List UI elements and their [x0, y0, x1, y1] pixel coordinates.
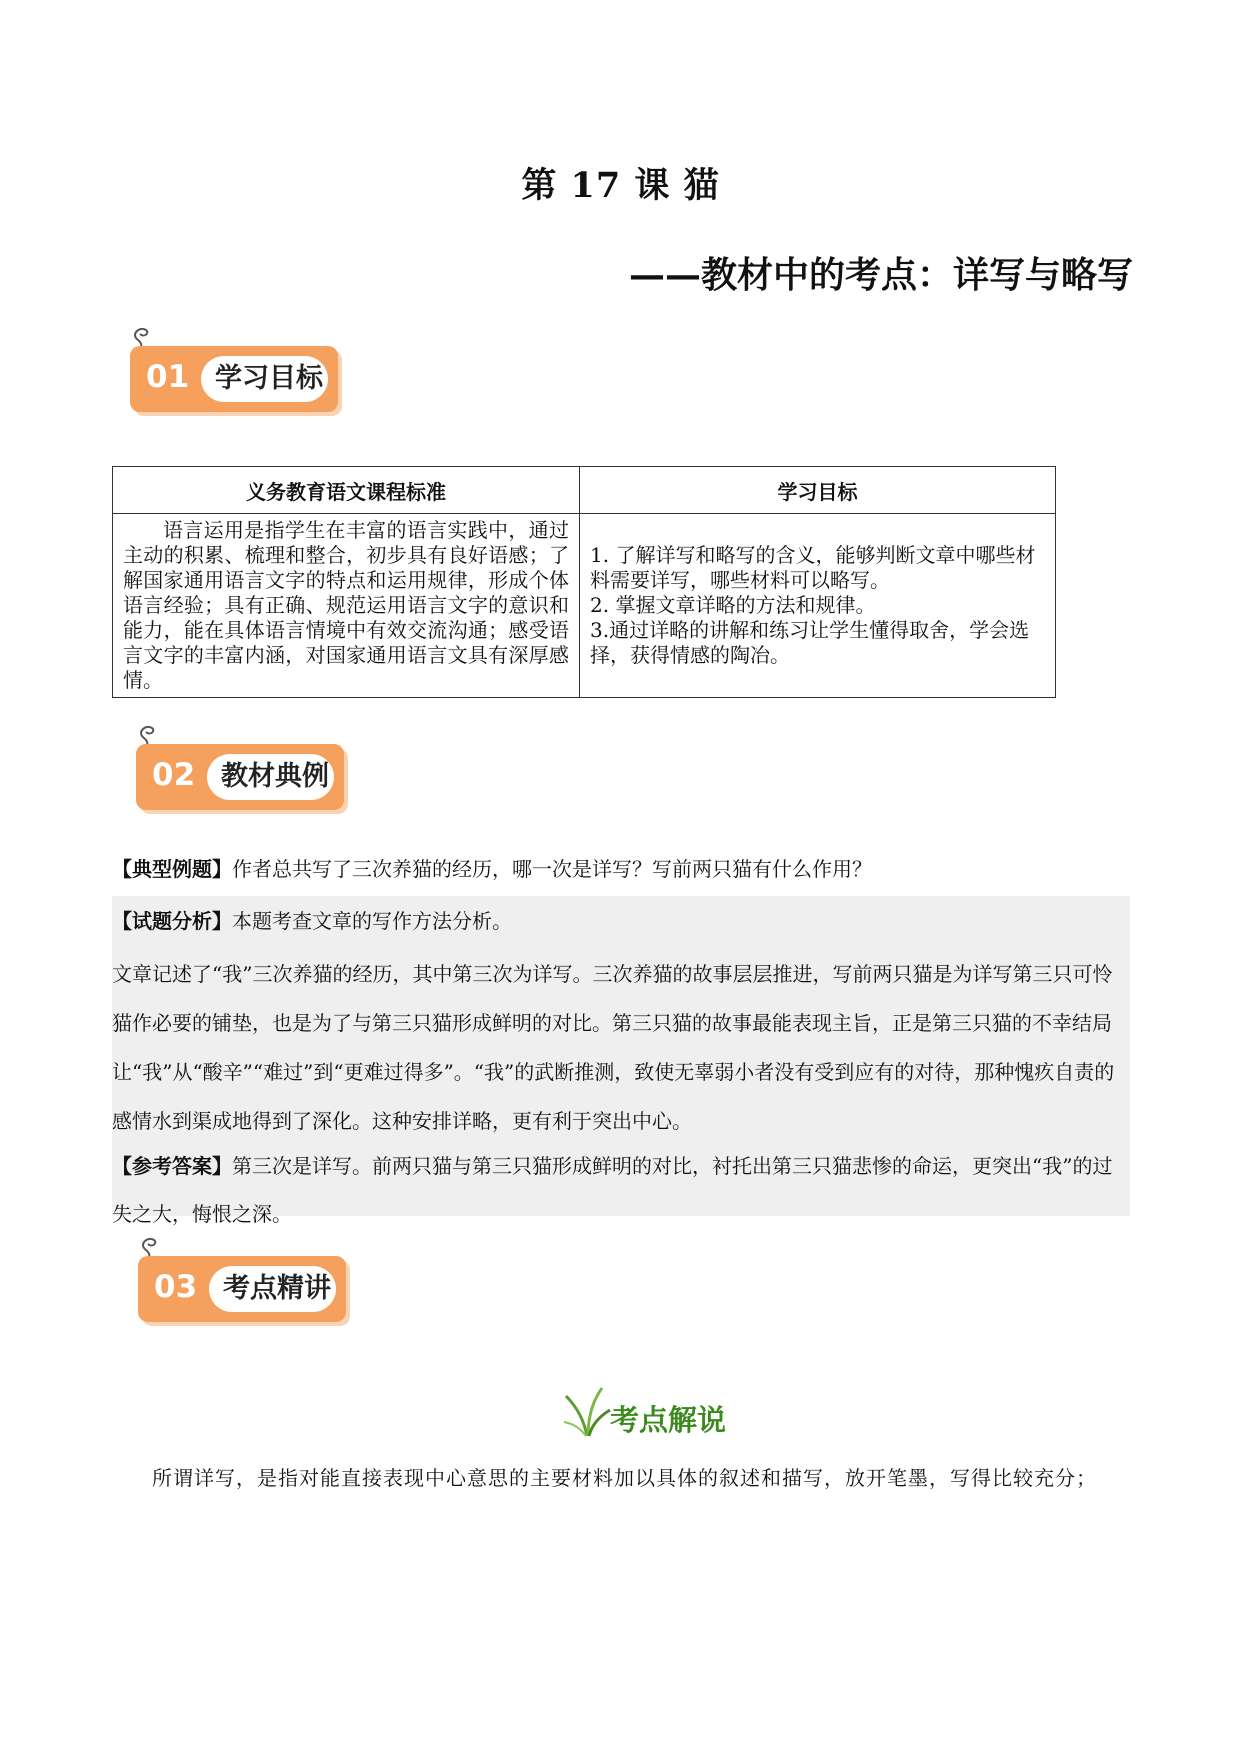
analysis-text: 本题考查文章的写作方法分析。 [232, 909, 512, 933]
kaodian-heading [562, 1382, 742, 1442]
kaodian-title: 考点解说 [610, 1403, 727, 1437]
standard-cell: 语言运用是指学生在丰富的语言实践中，通过主动的积累、梳理和整合，初步具有良好语感；了解国家通用语言文字的特点和运用规律，形成个体语言经验；具有正确、规范运用语言文字的意识和能力，能在具体语言情境中有效交流沟通；感受语言文字的丰富内涵，对国家通用语言文具有深厚感情。 [113, 514, 580, 698]
analysis-body: 文章记述了“我”三次养猫的经历，其中第三次为详写。三次养猫的故事层层推进，写前两只猫是为详写第三只可怜猫作必要的铺垫，也是为了与第三只猫形成鲜明的对比。第三只猫的故事最能表现主旨，正是第三只猫的不幸结局让“我”从“酸辛”“难过”到“更难过得多”。“我”的武断推测，致使无辜弱小者没有受到应有的对待，那种愧疚自责的感情水到渠成地得到了深化。这种安排详略，更有利于突出中心。 [112, 962, 1115, 1133]
analysis-line [112, 905, 512, 934]
objective-item: 1. 了解详写和略写的含义，能够判断文章中哪些材料需要详写，哪些材料可以略写。 [590, 543, 1036, 592]
section-label: 学习目标 [201, 356, 328, 402]
analysis-tag: 【试题分析】 [112, 909, 232, 933]
section-number: 03 [154, 1269, 198, 1305]
answer-tag: 【参考答案】 [112, 1154, 232, 1178]
page-subtitle: ——教材中的考点：详写与略写 [628, 254, 1133, 296]
section-badge-01 [130, 346, 350, 412]
section-badge-02 [136, 744, 356, 810]
question-text: 作者总共写了三次养猫的经历，哪一次是详写？写前两只猫有什么作用？ [232, 857, 872, 881]
table-header-standard: 义务教育语文课程标准 [113, 467, 580, 514]
section-number: 02 [152, 757, 196, 793]
page-title: 第 17 课 猫 [521, 165, 720, 206]
objectives-cell [580, 514, 1056, 698]
answer-text: 第三次是详写。前两只猫与第三只猫形成鲜明的对比，衬托出第三只猫悲惨的命运，更突出“我”的过失之大，悔恨之深。 [112, 1154, 1113, 1226]
section-number: 01 [146, 359, 190, 395]
example-question [112, 853, 872, 882]
goals-table [112, 466, 1056, 698]
objective-item: 2. 掌握文章详略的方法和规律。 [590, 593, 876, 617]
question-tag: 【典型例题】 [112, 857, 232, 881]
grass-icon [562, 1382, 612, 1438]
answer-line [112, 1142, 1132, 1238]
section-label: 考点精讲 [209, 1266, 336, 1312]
section-badge-03 [138, 1256, 358, 1322]
kaodian-text: 所谓详写，是指对能直接表现中心意思的主要材料加以具体的叙述和描写，放开笔墨，写得比较充分； [152, 1466, 1097, 1490]
table-header-objectives: 学习目标 [580, 467, 1056, 514]
objective-item: 3.通过详略的讲解和练习让学生懂得取舍，学会选择，获得情感的陶冶。 [590, 618, 1030, 667]
section-label: 教材典例 [207, 754, 334, 800]
